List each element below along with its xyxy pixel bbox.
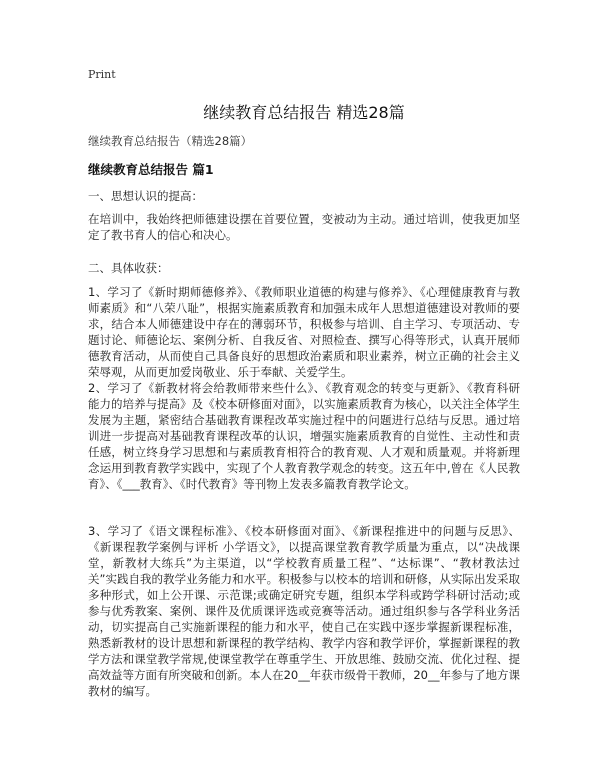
paragraph-item-3: 3、学习了《语文课程标准》、《校本研修面对面》、《新课程推进中的问题与反思》、《新课程教学案例与评析 小学语文》，以提高课堂教育教学质量为重点，以“决战课堂，新教材大练兵”为主渠道，以“学校教育质量工程”、“达标课”、“教材教法过关”实践自我的教学业务能力和水平。积极参与以校本的培训和研修，从实际出发采取多种形式，如上公开课、示范课;或确定研究专题，组织本学科或跨学科研讨活动;或参与优秀教案、案例、课件及优质课评选或竞赛等活动。通过组织参与各学科业务活动，切实提高自己实施新课程的能力和水平，使自己在实践中逐步掌握新课程标准，熟悉新教材的设计思想和新课程的教学结构、教学内容和教学评价，掌握新课程的教学方法和课堂教学常规,使课堂教学在尊重学生、开放思维、鼓励交流、优化过程、提高效益等方面有所突破和创新。本人在20__年获市级骨干教师，20__年参与了地方课教材的编写。 [88, 524, 520, 698]
paragraph-item-1: 1、学习了《新时期师德修养》、《教师职业道德的构建与修养》、《心理健康教育与教师素质》和“八荣八耻”，根据实施素质教育和加强未成年人思想道德建设对教师的要求，结合本人师德建设中存在的薄弱环节，积极参与培训、自主学习、专项活动、专题讨论、师德论坛、案例分析、自我反省、对照检查、撰写心得等形式，认真开展师德教育活动，从而使自己具备良好的思想政治素质和职业素养，树立正确的社会主义荣辱观，从而更加爱岗敬业、乐于奉献、关爱学生。 [88, 285, 520, 379]
paragraph-thought-heading: 一、思想认识的提高： [88, 189, 203, 203]
paragraph-training-intro: 在培训中，我始终把师德建设摆在首要位置，变被动为主动。通过培训，使我更加坚定了教书育人的信心和决心。 [88, 212, 520, 242]
paragraph-item-2: 2、学习了《新教材将会给教师带来些什么》、《教育观念的转变与更新》、《教育科研能力的培养与提高》及《校本研修面对面》，以实施素质教育为核心，以关注全体学生发展为主题，紧密结合基础教育课程改革实施过程中的问题进行总结与反思。通过培训进一步提高对基础教育课程改革的认识，增强实施素质教育的自觉性、主动性和责任感，树立终身学习思想和与素质教育相符合的教育观、人才观和质量观。并将新理念运用到教育教学实践中，实现了个人教育教学观念的转变。这五年中,曾在《人民教育》、《___教育》、《时代教育》等刊物上发表多篇教育教学论文。 [88, 381, 520, 491]
print-label: Print [88, 68, 116, 81]
document-title: 继续教育总结报告 精选28篇 [203, 103, 405, 122]
paragraph-gains-heading: 二、具体收获： [88, 261, 169, 275]
document-subtitle: 继续教育总结报告（精选28篇） [88, 134, 253, 148]
section-heading: 继续教育总结报告 篇1 [88, 162, 214, 177]
